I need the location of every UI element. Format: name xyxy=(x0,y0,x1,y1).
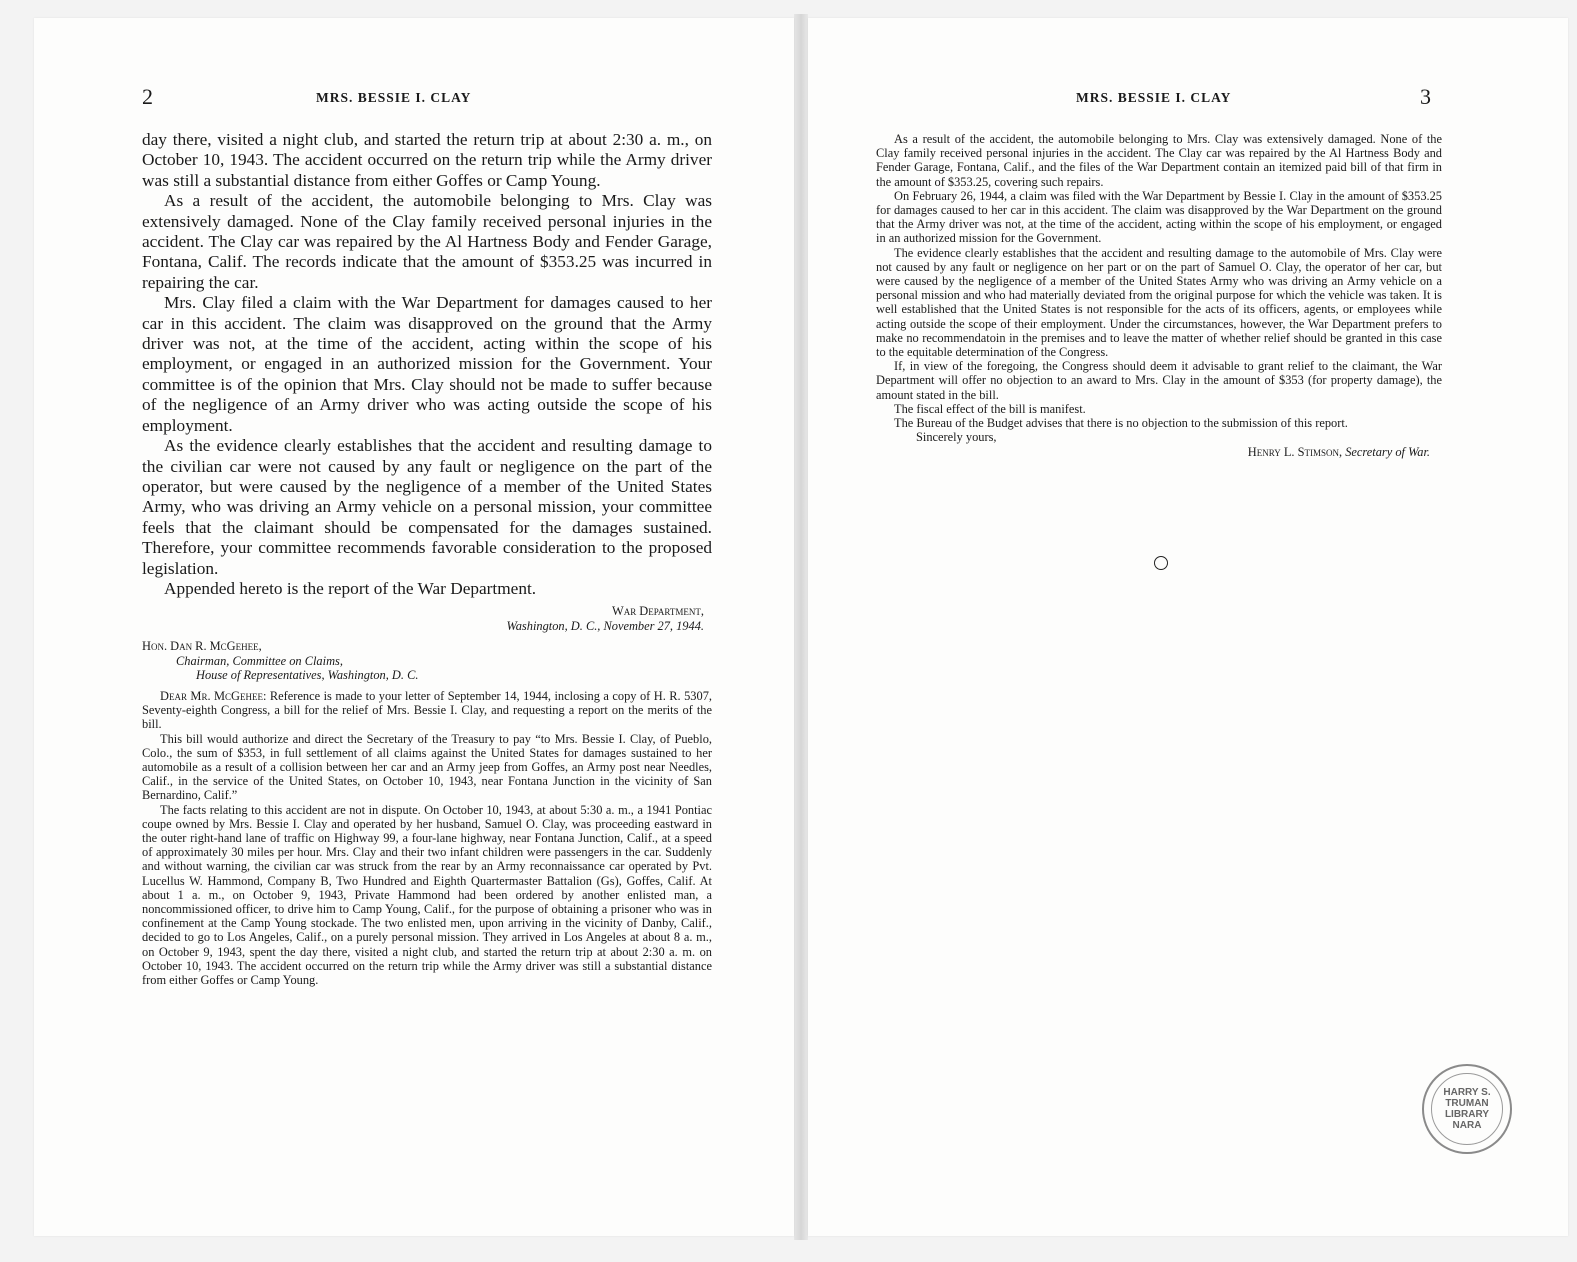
left-page xyxy=(34,18,794,1236)
body-paragraph: As the evidence clearly establishes that the accident and resulting damage to the civilian car were not caused by any fault or negligence on the part of the operator, but were caused by the negligence of a member of the United States Army, who was driving an Army vehicle on a personal mission, your committee feels that the claimant should be compensated for the damages sustained. Therefore, your committee recommends favorable consideration to the proposed legislation. xyxy=(142,436,712,578)
report-body xyxy=(142,130,712,599)
body-paragraph: Appended hereto is the report of the War Department. xyxy=(164,578,537,598)
truman-library-stamp xyxy=(1422,1064,1512,1154)
running-head: MRS. BESSIE I. CLAY xyxy=(1076,90,1232,105)
war-dept-letter xyxy=(142,604,712,987)
letter-paragraph: The fiscal effect of the bill is manifest. xyxy=(894,401,1086,416)
war-dept-letter-continued xyxy=(876,132,1442,460)
running-head: MRS. BESSIE I. CLAY xyxy=(316,90,472,105)
letter-paragraph: On February 26, 1944, a claim was filed with the War Department by Bessie I. Clay in the amount of $353.25 for damages caused to her car in this accident. The claim was disapproved by the War Department on the ground that the Army driver was not, at the time of the accident, acting within the scope of his employment, or engaged in an authorized mission for the Government. xyxy=(876,188,1442,246)
body-paragraph: day there, visited a night club, and started the return trip at about 2:30 a. m., on October 10, 1943. The accident occurred on the return trip while the Army driver was still a substantial distance from either Goffes or Camp Young. xyxy=(142,130,712,190)
letter-paragraph: As a result of the accident, the automobile belonging to Mrs. Clay was extensively damaged. None of the Clay family received personal injuries in the accident. The Clay car was repaired by the Al Hartness Body and Fender Garage, Fontana, Calif., and the files of the War Department contain an itemized paid bill of that firm in the amount of $353.25, covering such repairs. xyxy=(876,132,1442,189)
right-page xyxy=(808,18,1568,1236)
letter-place-date: Washington, D. C., November 27, 1944. xyxy=(506,618,704,633)
signature-title: Secretary of War. xyxy=(1345,445,1430,460)
stamp-text: HARRY S. TRUMAN LIBRARY NARA xyxy=(1431,1073,1503,1145)
letter-paragraph: The Bureau of the Budget advises that there is no objection to the submission of this report. xyxy=(894,416,1348,431)
book-gutter xyxy=(794,14,808,1240)
page-number: 3 xyxy=(1420,84,1431,109)
signature-name: Henry L. Stimson, xyxy=(1247,445,1343,460)
body-paragraph: Mrs. Clay filed a claim with the War Department for damages caused to her car in this accident. The claim was disapproved on the ground that the Army driver was not, at the time of the accident, acting within the scope of his employment, or engaged in an authorized mission for the Government. Your committee is of the opinion that Mrs. Clay should not be made to suffer because of the negligence of an Army driver who was acting outside the scope of his employment. xyxy=(142,293,712,435)
letter-paragraph: This bill would authorize and direct the Secretary of the Treasury to pay “to Mrs. Bessie I. Clay, of Pueblo, Colo., the sum of $353, in full settlement of all claims against the United States for damages sustained to her automobile as a result of a collision between her car and an Army jeep from Goffes, an Army post near Needles, Calif., in the service of the United States, on October 10, 1943, near Fontana Junction in the vicinity of San Bernardino, Calif.” xyxy=(142,731,712,803)
letter-department: War Department, xyxy=(612,604,704,618)
signature xyxy=(876,445,1442,460)
letter-paragraph: Reference is made to your letter of September 14, 1944, inclosing a copy of H. R. 5307, Seventy-eighth Congress, a bill for the relief of Mrs. Bessie I. Clay, and requesting a report on the merits of the bill. xyxy=(142,688,712,732)
letter-paragraph: The evidence clearly establishes that the accident and resulting damage to the automobile of Mrs. Clay were not caused by any fault or negligence on her part or on the part of Samuel O. Clay, the operator of her car, but were caused by the negligence of a member of the United States Army who was driving an Army vehicle on a personal mission and who had materially deviated from the original purpose for which the vehicle was taken. It is well established that the United States is not responsible for the acts of its officers, agents, or employees while acting outside the scope of their employment. Under the circumstances, however, the War Department prefers to make no recommendatoin in the premises and to leave the matter of whether relief should be granted in this case to the equitable determination of the Congress. xyxy=(876,245,1442,360)
page-number: 2 xyxy=(142,84,153,109)
closing: Sincerely yours, xyxy=(916,430,997,445)
letter-paragraph: If, in view of the foregoing, the Congress should deem it advisable to grant relief to the claimant, the War Department will offer no objection to an award to Mrs. Clay in the amount of $353 (for property damage), the amount stated in the bill. xyxy=(876,359,1442,402)
end-mark-circle xyxy=(1154,556,1168,570)
body-paragraph: As a result of the accident, the automobile belonging to Mrs. Clay was extensively damaged. None of the Clay family received personal injuries in the accident. The Clay car was repaired by the Al Hartness Body and Fender Garage, Fontana, Calif. The records indicate that the amount of $353.25 was incurred in repairing the car. xyxy=(142,191,712,292)
addressee-org: House of Representatives, Washington, D. C. xyxy=(196,668,419,683)
addressee-name: Hon. Dan R. McGehee, xyxy=(142,639,262,654)
letter-paragraph: The facts relating to this accident are not in dispute. On October 10, 1943, at about 5:30 a. m., a 1941 Pontiac coupe owned by Mrs. Bessie I. Clay and operated by her husband, Samuel O. Clay, was proceeding eastward in the outer right-hand lane of traffic on Highway 99, a four-lane highway, near Fontana Junction, Calif., at a speed of approximately 30 miles per hour. Mrs. Clay and their two infant children were passengers in the car. Suddenly and without warning, the civilian car was struck from the rear by an Army reconnaissance car operated by Pvt. Lucellus W. Hammond, Company B, Two Hundred and Eighth Quartermaster Battalion (Gs), Goffes, Calif. At about 1 a. m., on October 9, 1943, Private Hammond had been ordered by another enlisted man, a noncommissioned officer, to drive him to Camp Young, Calif., for the purpose of obtaining a prisoner who was in confinement at the Camp Young stockade. The two enlisted men, upon arriving in the vicinity of Danby, Calif., decided to go to Los Angeles, Calif., on a purely personal mission. They arrived in Los Angeles at about 8 a. m., on October 9, 1943, spent the day there, visited a night club, and started the return trip at about 2:30 a. m. on October 10, 1943. The accident occurred on the return trip while the Army driver was still a substantial distance from either Goffes or Camp Young. xyxy=(142,802,712,988)
addressee-title: Chairman, Committee on Claims, xyxy=(176,653,343,668)
salutation: Dear Mr. McGehee: xyxy=(160,688,267,703)
